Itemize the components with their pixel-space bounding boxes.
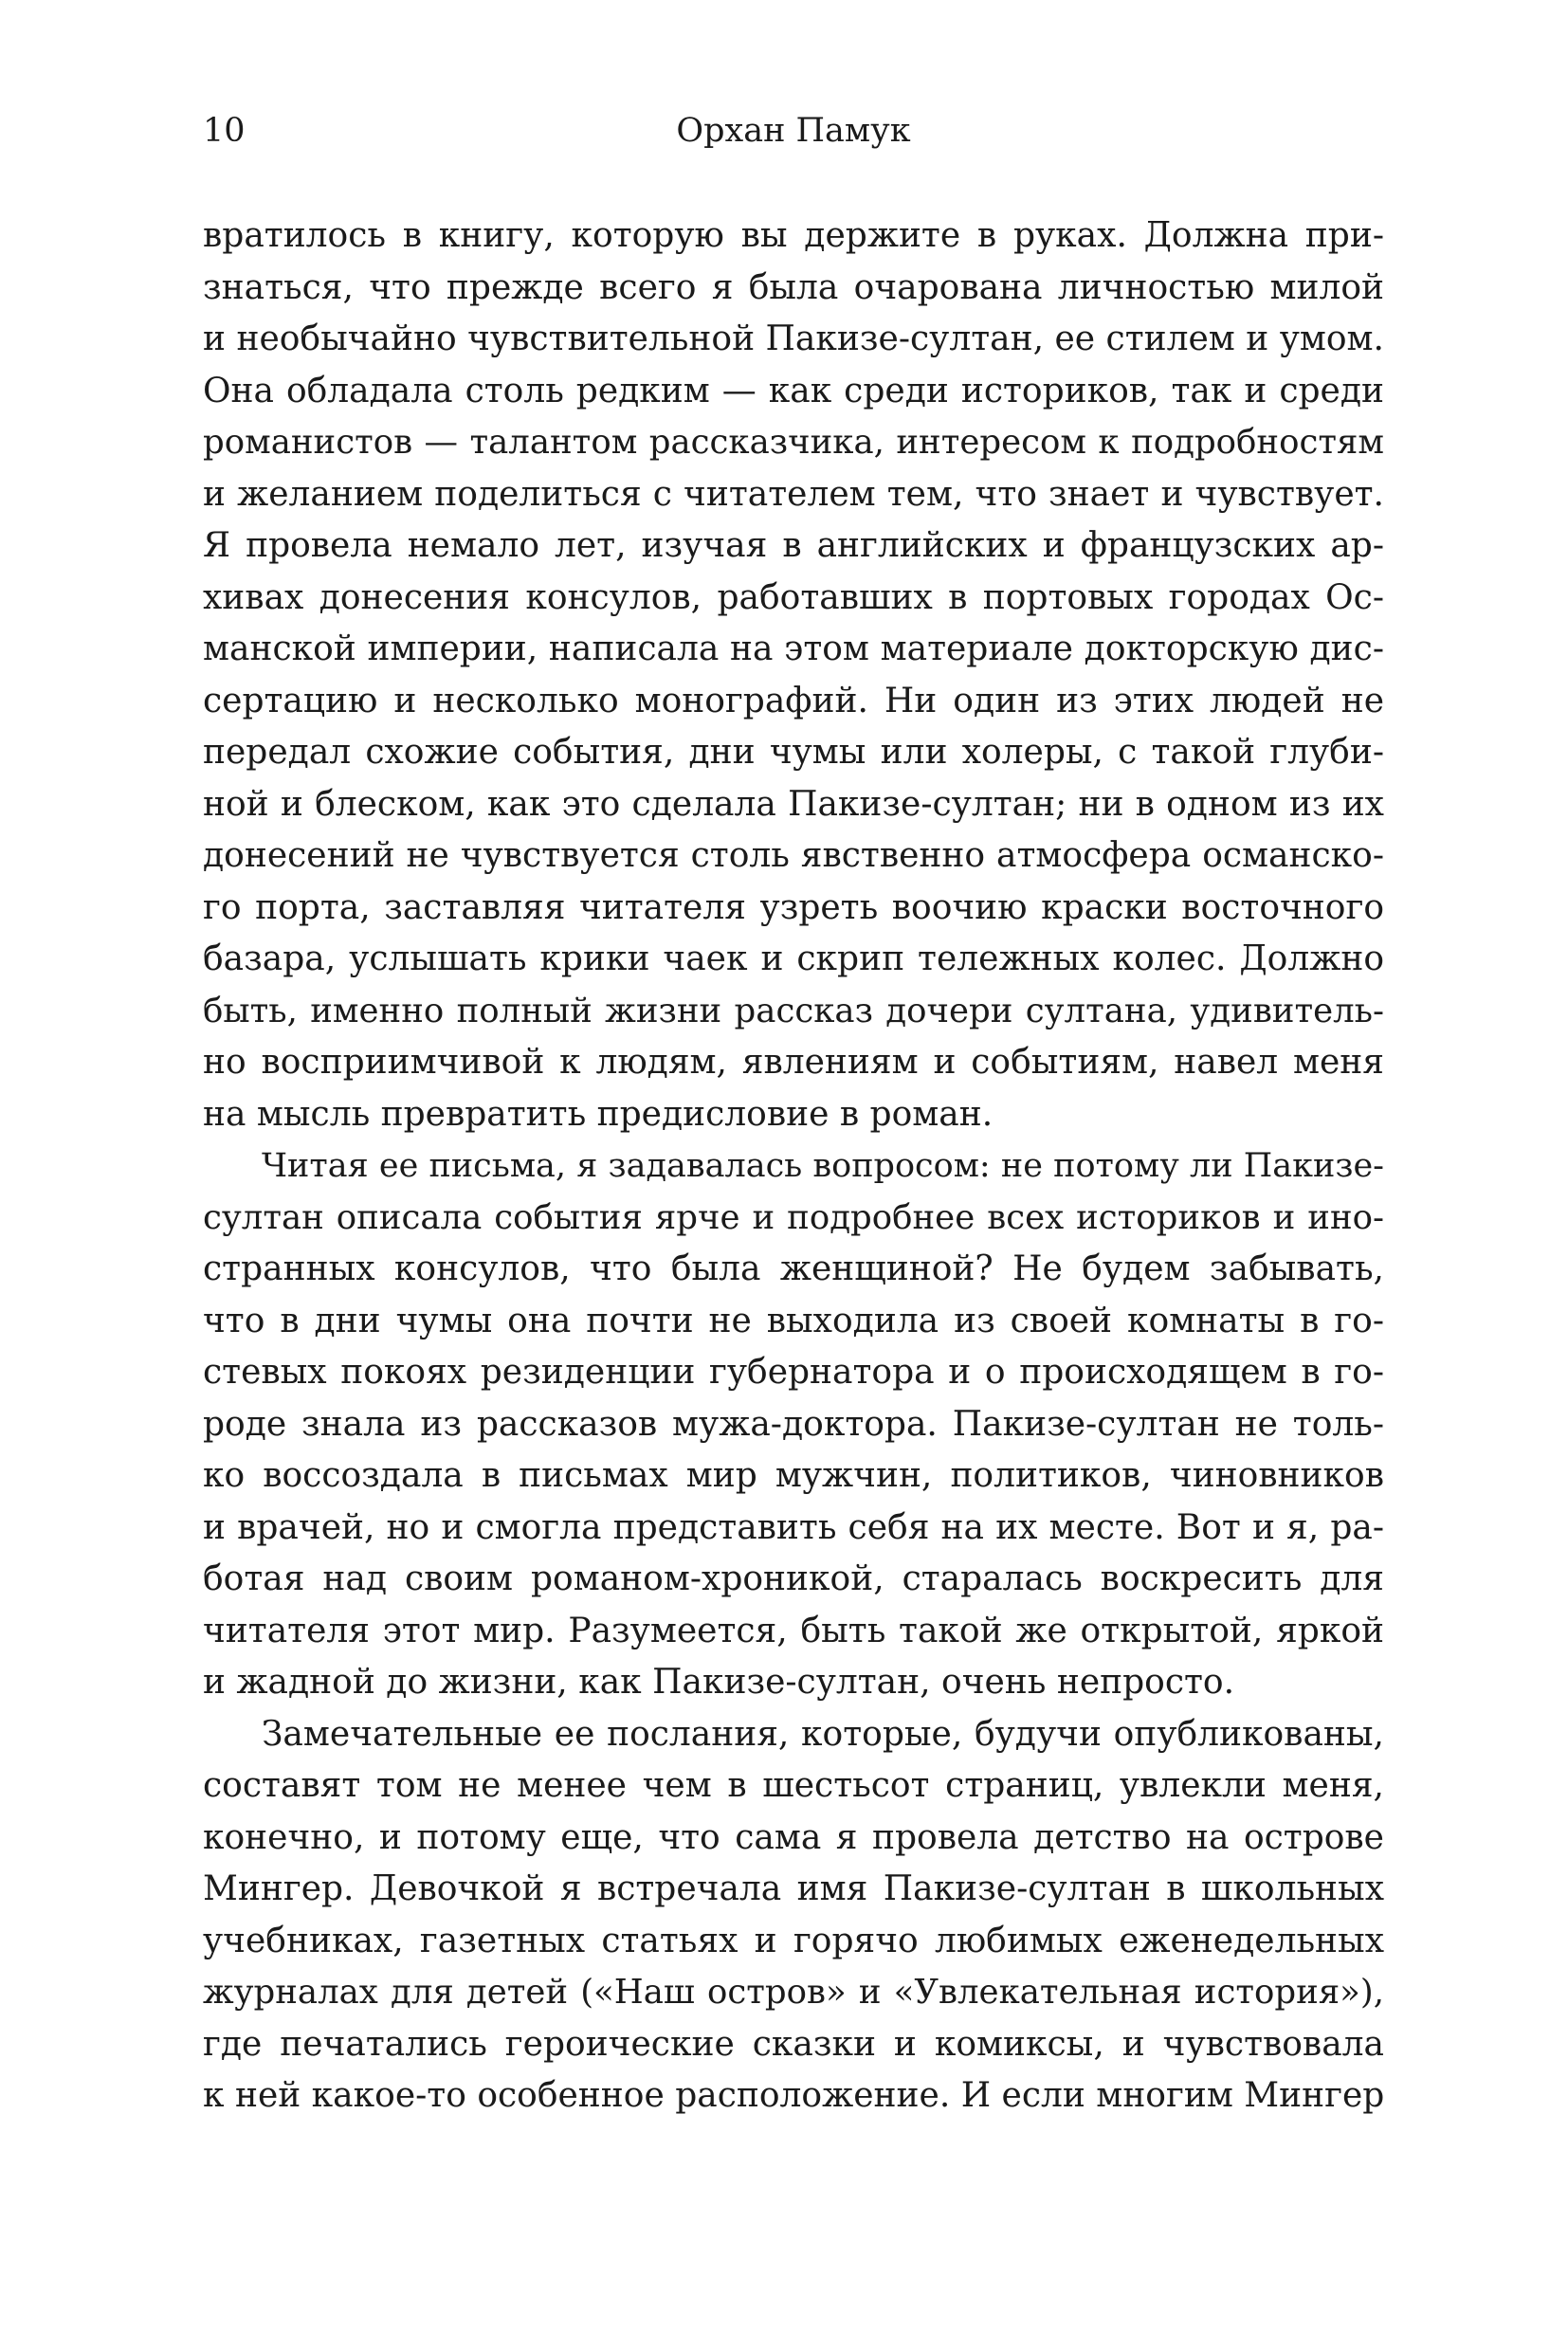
text-line: и желанием поделиться с читателем тем, что знает и чувствует. bbox=[203, 474, 1384, 514]
text-line: быть, именно полный жизни рассказ дочери султана, удивитель- bbox=[203, 991, 1384, 1030]
text-line: султан описала события ярче и подробнее всех историков и ино- bbox=[203, 1197, 1384, 1237]
text-line: Мингер. Девочкой я встречала имя Пакизе-султан в школьных bbox=[203, 1869, 1384, 1908]
text-line: но восприимчивой к людям, явлениям и событиям, навел меня bbox=[203, 1043, 1384, 1082]
text-line: и жадной до жизни, как Пакизе-султан, очень непросто. bbox=[203, 1663, 1235, 1702]
text-line: составят том не менее чем в шестьсот страниц, увлекли меня, bbox=[203, 1766, 1384, 1805]
text-line: вратилось в книгу, которую вы держите в руках. Должна при- bbox=[203, 216, 1384, 255]
text-line: хивах донесения консулов, работавших в портовых городах Ос- bbox=[203, 577, 1384, 617]
text-line: учебниках, газетных статьях и горячо любимых еженедельных bbox=[203, 1921, 1384, 1960]
text-line: сертацию и несколько монографий. Ни один из этих людей не bbox=[203, 681, 1384, 720]
text-line: конечно, и потому еще, что сама я провела детство на острове bbox=[203, 1817, 1384, 1857]
page-number: 10 bbox=[203, 112, 246, 150]
text-line: Замечательные ее послания, которые, будучи опубликованы, bbox=[262, 1714, 1384, 1754]
text-line: ко воссоздала в письмах мир мужчин, политиков, чиновников bbox=[203, 1456, 1384, 1495]
text-line: базара, услышать крики чаек и скрип тележных колес. Должно bbox=[203, 939, 1384, 978]
text-line: романистов — талантом рассказчика, интересом к подробностям bbox=[203, 423, 1384, 462]
paragraph bbox=[203, 1140, 1384, 1709]
text-line: странных консулов, что была женщиной? Не будем забывать, bbox=[203, 1249, 1384, 1288]
text-line: знаться, что прежде всего я была очарована личностью милой bbox=[203, 267, 1384, 307]
running-head-author: Орхан Памук bbox=[676, 112, 911, 150]
text-line: стевых покоях резиденции губернатора и о происходящем в го- bbox=[203, 1353, 1384, 1392]
text-line: го порта, заставляя читателя узреть воочию краски восточного bbox=[203, 887, 1384, 927]
text-line: роде знала из рассказов мужа-доктора. Пакизе-султан не толь- bbox=[203, 1404, 1384, 1444]
text-line: ной и блеском, как это сделала Пакизе-султан; ни в одном из их bbox=[203, 784, 1384, 824]
text-line: на мысль превратить предисловие в роман. bbox=[203, 1094, 994, 1134]
running-head bbox=[203, 102, 1384, 159]
paragraph bbox=[203, 210, 1384, 1140]
text-line: и врачей, но и смогла представить себя на их месте. Вот и я, ра- bbox=[203, 1507, 1384, 1547]
text-line: где печатались героические сказки и комиксы, и чувствовала bbox=[203, 2024, 1384, 2064]
text-line: журналах для детей («Наш остров» и «Увлекательная история»), bbox=[203, 1973, 1384, 2012]
text-line: манской империи, написала на этом материале докторскую дис- bbox=[203, 629, 1384, 668]
text-line: что в дни чумы она почти не выходила из своей комнаты в го- bbox=[203, 1301, 1384, 1340]
text-line: Читая ее письма, я задавалась вопросом: не потому ли Пакизе- bbox=[262, 1147, 1384, 1185]
paragraph bbox=[203, 1709, 1384, 2123]
text-line: донесений не чувствуется столь явственно атмосфера османско- bbox=[203, 836, 1384, 875]
text-line: читателя этот мир. Разумеется, быть такой же открытой, яркой bbox=[203, 1611, 1384, 1650]
body-text bbox=[203, 210, 1384, 2123]
text-line: и необычайно чувствительной Пакизе-султан, ее стилем и умом. bbox=[203, 319, 1384, 358]
text-line: к ней какое-то особенное расположение. И если многим Мингер bbox=[203, 2076, 1385, 2115]
text-line: Она обладала столь редким — как среди историков, так и среди bbox=[203, 371, 1384, 410]
text-line: Я провела немало лет, изучая в английских и французских ар- bbox=[203, 526, 1384, 565]
text-line: ботая над своим романом-хроникой, старалась воскресить для bbox=[203, 1559, 1384, 1598]
text-line: передал схожие события, дни чумы или холеры, с такой глуби- bbox=[203, 733, 1384, 772]
